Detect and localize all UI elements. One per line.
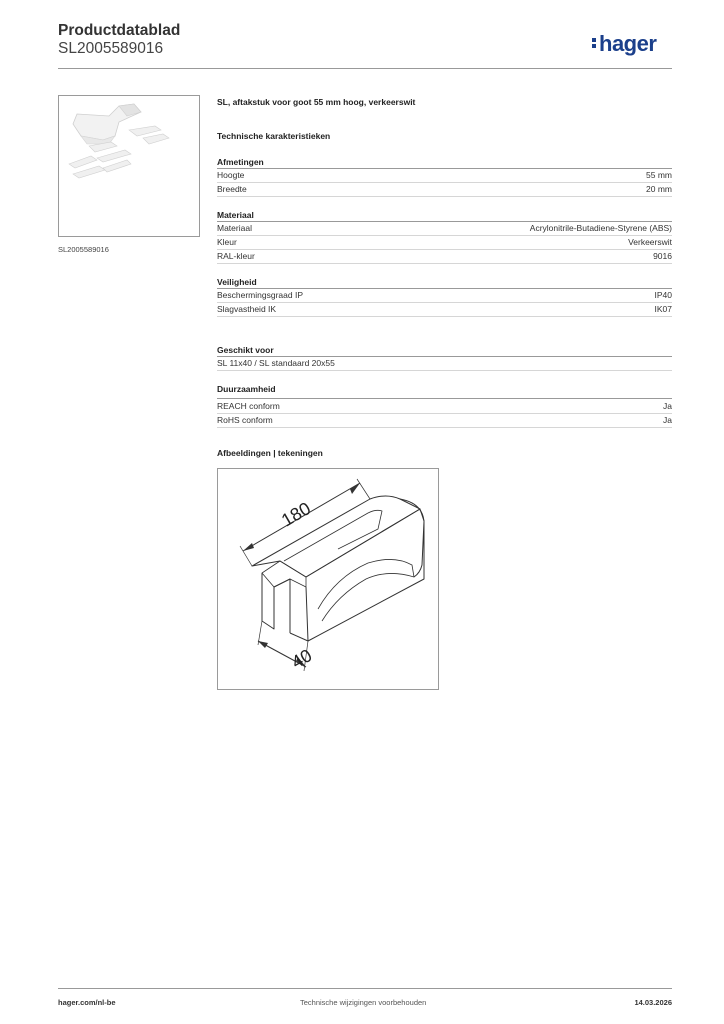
- spec-value: Ja: [663, 401, 672, 411]
- spec-value: Ja: [663, 415, 672, 425]
- spec-key: RAL-kleur: [217, 251, 255, 261]
- spec-value: 55 mm: [646, 170, 672, 180]
- group-title-geschikt-voor: Geschikt voor: [217, 345, 274, 355]
- spec-key: Slagvastheid IK: [217, 304, 277, 314]
- spec-value: Acrylonitrile-Butadiene-Styrene (ABS): [529, 223, 672, 233]
- document-title: Productdatablad: [58, 22, 181, 39]
- photo-caption: SL2005589016: [58, 245, 109, 254]
- spec-value: 9016: [653, 251, 672, 261]
- header-divider: [58, 68, 672, 69]
- spec-row: [217, 250, 672, 264]
- spec-key: Hoogte: [217, 170, 245, 180]
- group-divider: [217, 398, 672, 399]
- spec-value: IK07: [654, 304, 672, 314]
- group-title-afmetingen: Afmetingen: [217, 157, 264, 167]
- drawings-title: Afbeeldingen | tekeningen: [217, 448, 323, 458]
- spec-row: [217, 169, 672, 183]
- spec-value: 20 mm: [646, 184, 672, 194]
- spec-row: [217, 183, 672, 197]
- footer-website[interactable]: hager.com/nl-be: [58, 998, 116, 1007]
- spec-row: [217, 236, 672, 250]
- dimension-label-width: 40: [288, 645, 316, 673]
- spec-value: IP40: [654, 290, 672, 300]
- technical-drawing: [217, 468, 439, 690]
- logo-dots-icon: [592, 36, 596, 50]
- spec-key: Kleur: [217, 237, 237, 247]
- spec-row: [217, 400, 672, 414]
- dimension-label-length: 180: [278, 498, 315, 531]
- spec-value: Verkeerswit: [628, 237, 672, 247]
- group-title-materiaal: Materiaal: [217, 210, 254, 220]
- article-number: SL2005589016: [58, 40, 164, 57]
- spec-key: Beschermingsgraad IP: [217, 290, 303, 300]
- spec-row: [217, 414, 672, 428]
- spec-key: REACH conform: [217, 401, 280, 411]
- footer-date: 14.03.2026: [634, 998, 672, 1007]
- technical-drawing-svg: [218, 469, 438, 689]
- product-photo: [58, 95, 200, 237]
- footer-divider: [58, 988, 672, 989]
- group-title-duurzaamheid: Duurzaamheid: [217, 384, 276, 394]
- spec-row: [217, 303, 672, 317]
- hager-logo: [592, 31, 656, 57]
- product-title: SL, aftakstuk voor goot 55 mm hoog, verkeerswit: [217, 97, 416, 107]
- spec-key: Breedte: [217, 184, 247, 194]
- spec-key: Materiaal: [217, 223, 252, 233]
- group-title-veiligheid: Veiligheid: [217, 277, 257, 287]
- spec-row: [217, 289, 672, 303]
- logo-text: hager: [599, 31, 657, 56]
- spec-key: RoHS conform: [217, 415, 273, 425]
- spec-row: [217, 222, 672, 236]
- product-photo-illustration: [59, 96, 199, 236]
- footer-notice: Technische wijzigingen voorbehouden: [300, 998, 427, 1007]
- spec-row: [217, 357, 672, 371]
- part-top-face: [252, 496, 420, 577]
- section-title: Technische karakteristieken: [217, 131, 331, 141]
- spec-key: SL 11x40 / SL standaard 20x55: [217, 358, 335, 368]
